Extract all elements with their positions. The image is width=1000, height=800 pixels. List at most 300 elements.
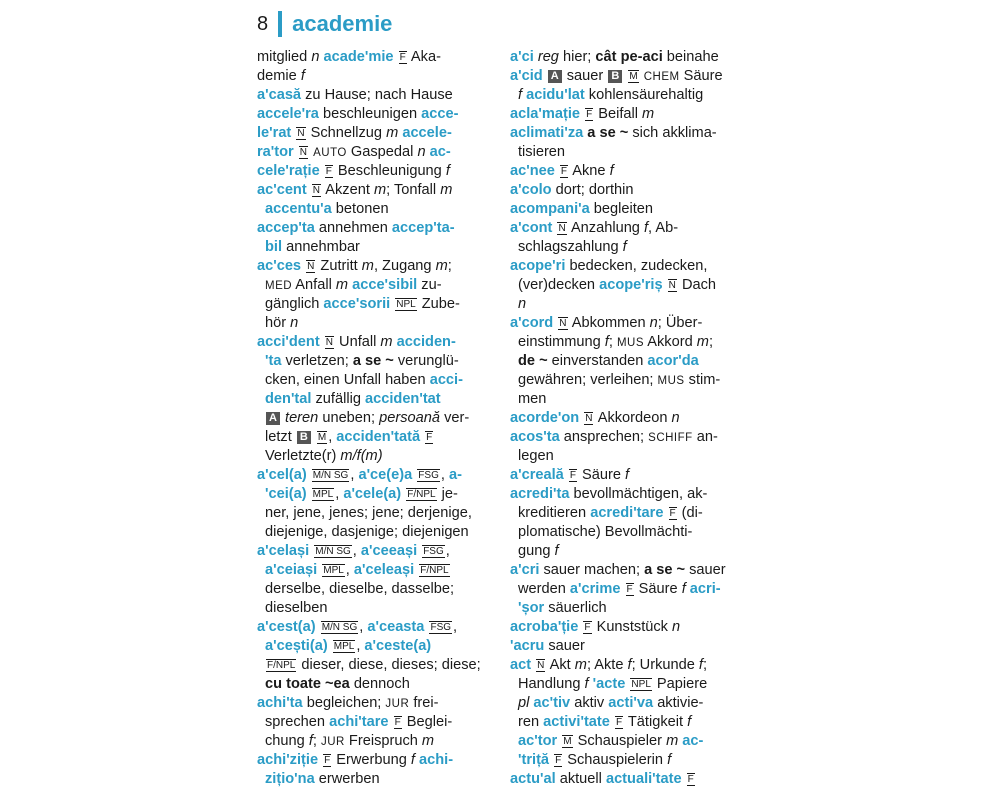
gender-label: f: [698, 657, 703, 673]
subject-label: JUR: [321, 736, 345, 748]
headword: 'ta: [265, 353, 282, 369]
headword: a'ci: [510, 49, 534, 65]
definition-text: Aka-: [407, 49, 441, 65]
dictionary-line: [257, 409, 493, 428]
definition-text: uneben;: [318, 410, 380, 426]
gender-label: m: [666, 733, 683, 749]
headword: ra'tor: [257, 144, 294, 160]
headword: acciden-: [396, 334, 456, 350]
definition-text: Handlung: [518, 676, 585, 692]
definition-text: cken, einen Unfall haben: [265, 372, 430, 388]
headword: acce'sorii: [323, 296, 391, 312]
definition-text: Verletzte(r): [265, 448, 341, 464]
headword: zițio'na: [265, 771, 315, 787]
headword: acope'ri: [510, 258, 566, 274]
headword: a'cri: [510, 562, 540, 578]
definition-text: [307, 182, 311, 198]
dictionary-line: [510, 770, 746, 789]
grammar-label: F: [325, 166, 332, 177]
definition-text: [610, 714, 614, 730]
headword: a'cid: [510, 68, 543, 84]
definition-text: aktiv: [570, 695, 609, 711]
dictionary-line: [510, 314, 746, 333]
grammar-label: M: [317, 432, 327, 443]
dictionary-line: [257, 770, 493, 789]
gender-label: f: [609, 163, 614, 179]
definition-text: Beschleunigung: [333, 163, 446, 179]
definition-text: [320, 334, 324, 350]
definition-text: sich akklima-: [628, 125, 717, 141]
definition-text: ,: [345, 562, 354, 578]
dictionary-line: [510, 542, 746, 561]
gender-label: f: [308, 733, 313, 749]
definition-text: gänglich: [265, 296, 324, 312]
dictionary-line: [510, 276, 746, 295]
definition-text: ,: [440, 467, 449, 483]
headword: cele'rație: [257, 163, 320, 179]
gender-label: reg: [537, 49, 559, 65]
definition-text: demie: [257, 68, 301, 84]
definition-text: ; Tonfall: [386, 182, 441, 198]
dictionary-line: [257, 333, 493, 352]
dictionary-line: [510, 352, 746, 371]
definition-text: Schauspieler: [573, 733, 667, 749]
definition-text: erwerben: [314, 771, 380, 787]
subject-label: AUTO: [313, 147, 347, 159]
gender-label: f: [687, 714, 692, 730]
definition-text: chung: [265, 733, 309, 749]
phrase: cu toate ~ea: [265, 676, 350, 692]
grammar-label: M/N SG: [321, 622, 358, 633]
definition-text: [420, 429, 424, 445]
headword: actuali'tate: [605, 771, 682, 787]
definition-text: [307, 486, 311, 502]
definition-text: betonen: [331, 201, 389, 217]
definition-text: Unfall: [334, 334, 381, 350]
definition-text: Zube-: [417, 296, 460, 312]
gender-label: m: [421, 733, 435, 749]
headword: acci'dent: [257, 334, 320, 350]
gender-label: f: [518, 87, 527, 103]
definition-text: Erwerbung: [332, 752, 411, 768]
grammar-label: MPL: [312, 489, 334, 500]
headword: a'cești(a): [265, 638, 328, 654]
dictionary-line: [257, 542, 493, 561]
grammar-label: FSG: [423, 546, 444, 557]
dictionary-line: [510, 409, 746, 428]
grammar-label: N: [558, 223, 566, 234]
dictionary-line: [510, 694, 746, 713]
headword: accentu'a: [265, 201, 332, 217]
definition-text: [579, 410, 583, 426]
headword: a'cord: [510, 315, 554, 331]
definition-text: bevollmächtigen, ak-: [569, 486, 708, 502]
gender-label: f: [410, 752, 420, 768]
dictionary-line: [257, 48, 493, 67]
headword: acciden'tat: [365, 391, 441, 407]
definition-text: Dach: [677, 277, 717, 293]
headword: a'celeași: [353, 562, 415, 578]
dictionary-line: [510, 390, 746, 409]
definition-text: Akzent: [322, 182, 374, 198]
definition-text: dennoch: [349, 676, 410, 692]
definition-text: Anfall: [292, 277, 336, 293]
definition-text: Beglei-: [402, 714, 453, 730]
gender-label: f: [643, 220, 649, 236]
definition-text: sauer: [685, 562, 726, 578]
dictionary-line: [510, 732, 746, 751]
gender-label: n: [649, 315, 658, 331]
definition-text: [316, 619, 320, 635]
definition-text: ; Urkunde: [631, 657, 699, 673]
gender-label: f: [584, 676, 589, 692]
definition-text: aktuell: [555, 771, 606, 787]
definition-text: diejenige, dasjenige; diejenigen: [265, 524, 469, 540]
dictionary-line: [257, 637, 493, 656]
definition-text: [328, 638, 332, 654]
headword: 'acru: [510, 638, 545, 654]
dictionary-line: [257, 447, 493, 466]
definition-text: [424, 619, 428, 635]
definition-text: einstimmung: [518, 334, 605, 350]
definition-text: ver-: [440, 410, 470, 426]
definition-text: beschleunigen: [318, 106, 422, 122]
headword: acla'mație: [510, 106, 580, 122]
headword: a'cest(a): [257, 619, 316, 635]
dictionary-line: [510, 428, 746, 447]
headword: acri-: [689, 581, 721, 597]
dictionary-line: [257, 162, 493, 181]
dictionary-line: [257, 580, 493, 599]
headword: a'ceste(a): [364, 638, 432, 654]
gender-label: f: [622, 239, 627, 255]
grammar-label: F/NPL: [267, 660, 296, 671]
definition-text: Freispruch: [344, 733, 422, 749]
definition-text: annehmen: [314, 220, 392, 236]
definition-text: mitglied: [257, 49, 312, 65]
dictionary-line: [510, 561, 746, 580]
definition-text: ,: [359, 619, 368, 635]
dictionary-line: [510, 143, 746, 162]
sense-marker: A: [548, 70, 562, 83]
dictionary-line: [257, 656, 493, 675]
headword: accep'ta-: [391, 220, 455, 236]
grammar-label: N: [325, 337, 333, 348]
dictionary-line: [510, 86, 746, 105]
dictionary-line: [257, 504, 493, 523]
definition-text: (di-: [677, 505, 703, 521]
gender-label: f: [604, 334, 609, 350]
definition-text: kohlensäurehaltig: [584, 87, 704, 103]
definition-text: [557, 733, 561, 749]
grammar-label: F: [669, 508, 676, 519]
dictionary-line: [257, 675, 493, 694]
headword: acorde'on: [510, 410, 580, 426]
definition-text: kreditieren: [518, 505, 591, 521]
dictionary-line: [257, 561, 493, 580]
headword: ac'tiv: [533, 695, 571, 711]
headword: acredi'tare: [590, 505, 664, 521]
grammar-label: F: [569, 470, 576, 481]
dictionary-line: [257, 143, 493, 162]
definition-text: Säure: [634, 581, 682, 597]
definition-text: [682, 771, 686, 787]
definition-text: Abkommen: [568, 315, 650, 331]
definition-text: dort; dorthin: [551, 182, 634, 198]
dictionary-line: [257, 485, 493, 504]
definition-text: [389, 714, 393, 730]
definition-text: ; Akte: [586, 657, 628, 673]
dictionary-line: [257, 238, 493, 257]
definition-text: sauer: [544, 638, 585, 654]
grammar-label: M/N SG: [312, 470, 349, 481]
gender-label: f: [627, 657, 632, 673]
gender-label: m: [696, 334, 709, 350]
headword: a-: [448, 467, 462, 483]
grammar-label: F/NPL: [407, 489, 436, 500]
subject-label: JUR: [385, 698, 410, 710]
dictionary-line: [510, 162, 746, 181]
definition-text: begleichen;: [302, 695, 386, 711]
dictionary-line: [257, 295, 493, 314]
subject-label: MUS: [616, 337, 645, 349]
definition-text: ;: [708, 334, 713, 350]
grammar-label: N: [297, 128, 305, 139]
grammar-label: N: [585, 413, 593, 424]
dictionary-line: [510, 333, 746, 352]
grammar-label: F: [324, 755, 331, 766]
dictionary-line: [510, 751, 746, 770]
headword: achi'ziție: [257, 752, 319, 768]
gender-label: m: [440, 182, 453, 198]
headword: acroba'ție: [510, 619, 579, 635]
definition-text: men: [518, 391, 547, 407]
headword: acce-: [421, 106, 459, 122]
dictionary-line: [257, 352, 493, 371]
definition-text: ;: [312, 733, 321, 749]
definition-text: ;: [447, 258, 452, 274]
definition-text: [318, 752, 322, 768]
dictionary-line: [257, 732, 493, 751]
sense-marker: B: [608, 70, 622, 83]
headword: acidu'lat: [526, 87, 585, 103]
definition-text: begleiten: [589, 201, 654, 217]
definition-text: ,: [356, 638, 365, 654]
headword: achi-: [419, 752, 454, 768]
headword: a'ceeași: [360, 543, 418, 559]
headword: bil: [265, 239, 283, 255]
headword: a'ce(e)a: [358, 467, 413, 483]
grammar-label: FSG: [430, 622, 452, 633]
gender-label: m: [386, 125, 403, 141]
headword: achi'ta: [257, 695, 303, 711]
headword: le'rat: [257, 125, 292, 141]
definition-text: , Zugang: [373, 258, 436, 274]
definition-text: Beifall: [594, 106, 643, 122]
headword: actu'al: [510, 771, 556, 787]
definition-text: hier;: [558, 49, 596, 65]
definition-text: [294, 144, 298, 160]
definition-text: ,: [453, 619, 458, 635]
definition-text: an-: [692, 429, 718, 445]
definition-text: [580, 106, 584, 122]
grammar-label: M/N SG: [315, 546, 351, 557]
dictionary-line: [510, 238, 746, 257]
headword: a'cel(a): [257, 467, 307, 483]
headword: acade'mie: [323, 49, 394, 65]
definition-text: derselbe, dieselbe, dasselbe;: [265, 581, 455, 597]
definition-text: zufällig: [311, 391, 365, 407]
grammar-label: F: [626, 584, 633, 595]
definition-text: verletzen;: [281, 353, 353, 369]
gender-label: f: [625, 467, 630, 483]
headword: 'triță: [518, 752, 550, 768]
grammar-label: MPL: [333, 641, 355, 652]
grammar-label: F: [555, 755, 562, 766]
definition-text: [564, 467, 568, 483]
phrase: a se ~: [587, 125, 629, 141]
headword: accep'ta: [257, 220, 315, 236]
definition-text: plomatische) Bevollmächti-: [518, 524, 693, 540]
dictionary-line: [257, 276, 493, 295]
definition-text: [291, 125, 295, 141]
headword: a'cont: [510, 220, 553, 236]
definition-text: [301, 258, 305, 274]
dictionary-line: [510, 523, 746, 542]
phrase: de ~: [518, 353, 548, 369]
definition-text: Schauspielerin: [563, 752, 668, 768]
grammar-label: MPL: [323, 565, 344, 576]
definition-text: letzt: [265, 429, 296, 445]
grammar-label: N: [537, 660, 545, 671]
headword: a'celași: [257, 543, 310, 559]
definition-text: [663, 277, 667, 293]
subject-label: MUS: [657, 375, 685, 387]
gender-label: n: [311, 49, 324, 65]
definition-text: ner, jene, jenes; jene; derjenige,: [265, 505, 472, 521]
definition-text: ,: [352, 543, 361, 559]
dictionary-line: [257, 599, 493, 618]
definition-text: zu Hause; nach Hause: [301, 87, 453, 103]
grammar-label: F: [586, 109, 593, 120]
dictionary-line: [257, 105, 493, 124]
headword: a'casă: [257, 87, 302, 103]
gender-label: f: [681, 581, 690, 597]
dictionary-line: [510, 713, 746, 732]
dictionary-line: [510, 675, 746, 694]
grammar-label: N: [312, 185, 321, 196]
dictionary-line: [257, 694, 493, 713]
dictionary-line: [257, 257, 493, 276]
headword: a'cele(a): [343, 486, 402, 502]
definition-text: [553, 315, 557, 331]
definition-text: beinahe: [662, 49, 719, 65]
dictionary-line: [510, 618, 746, 637]
definition-text: ansprechen;: [559, 429, 649, 445]
dictionary-line: [257, 390, 493, 409]
dictionary-line: [257, 713, 493, 732]
grammar-label: F: [394, 717, 401, 728]
definition-text: [312, 429, 316, 445]
definition-text: [412, 467, 416, 483]
definition-text: [578, 619, 582, 635]
headword: ac'ces: [257, 258, 302, 274]
headword: aclimati'za: [510, 125, 584, 141]
definition-text: [543, 68, 547, 84]
dictionary-line: [257, 181, 493, 200]
definition-text: [555, 163, 559, 179]
definition-text: [307, 467, 311, 483]
dictionary-line: [257, 466, 493, 485]
definition-text: frei-: [409, 695, 439, 711]
gender-label: m: [373, 182, 387, 198]
dictionary-line: [510, 105, 746, 124]
dictionary-line: [257, 428, 493, 447]
definition-text: [417, 543, 421, 559]
definition-text: Kunststück: [592, 619, 673, 635]
definition-text: ; Über-: [657, 315, 703, 331]
headword: acos'ta: [510, 429, 560, 445]
phrase: cât pe-aci: [595, 49, 663, 65]
dictionary-line: [257, 751, 493, 770]
definition-text: bedecken, zudecken,: [565, 258, 708, 274]
sense-marker: B: [297, 431, 311, 444]
headword: ac-: [682, 733, 704, 749]
grammar-label: F: [426, 432, 433, 443]
grammar-label: N: [307, 261, 315, 272]
gender-label: pl: [518, 695, 534, 711]
headword: achi'tare: [329, 714, 389, 730]
headword: act: [510, 657, 532, 673]
definition-text: Zutritt: [316, 258, 362, 274]
gender-label: n: [518, 296, 527, 312]
definition-text: sprechen: [265, 714, 330, 730]
dictionary-line: [510, 67, 746, 86]
gender-label: n: [671, 410, 680, 426]
definition-text: [414, 562, 418, 578]
definition-text: verunglü-: [393, 353, 459, 369]
definition-text: Akkord: [644, 334, 697, 350]
headword: a'ceiași: [265, 562, 318, 578]
gender-label: m/f(m): [340, 448, 383, 464]
headword: acce'sibil: [352, 277, 418, 293]
grammar-label: F: [687, 774, 694, 785]
definition-text: [309, 543, 313, 559]
definition-text: [401, 486, 405, 502]
definition-text: Akne: [569, 163, 610, 179]
grammar-label: NPL: [631, 679, 651, 690]
definition-text: stim-: [684, 372, 721, 388]
gender-label: f: [554, 543, 559, 559]
page-number: 8: [257, 12, 269, 35]
headword: acompani'a: [510, 201, 590, 217]
definition-text: Gaspedal: [346, 144, 418, 160]
definition-text: ;: [608, 334, 617, 350]
dictionary-line: [510, 637, 746, 656]
phrase: a se ~: [352, 353, 394, 369]
left-column: [257, 48, 493, 789]
definition-text: Akkordeon: [594, 410, 672, 426]
dictionary-line: [510, 200, 746, 219]
definition-text: ,: [350, 467, 359, 483]
definition-text: hör: [265, 315, 291, 331]
headword: 'cei(a): [265, 486, 307, 502]
gender-label: n: [290, 315, 299, 331]
definition-text: [552, 220, 556, 236]
gender-label: m: [335, 277, 353, 293]
definition-text: ren: [518, 714, 544, 730]
dictionary-line: [510, 447, 746, 466]
